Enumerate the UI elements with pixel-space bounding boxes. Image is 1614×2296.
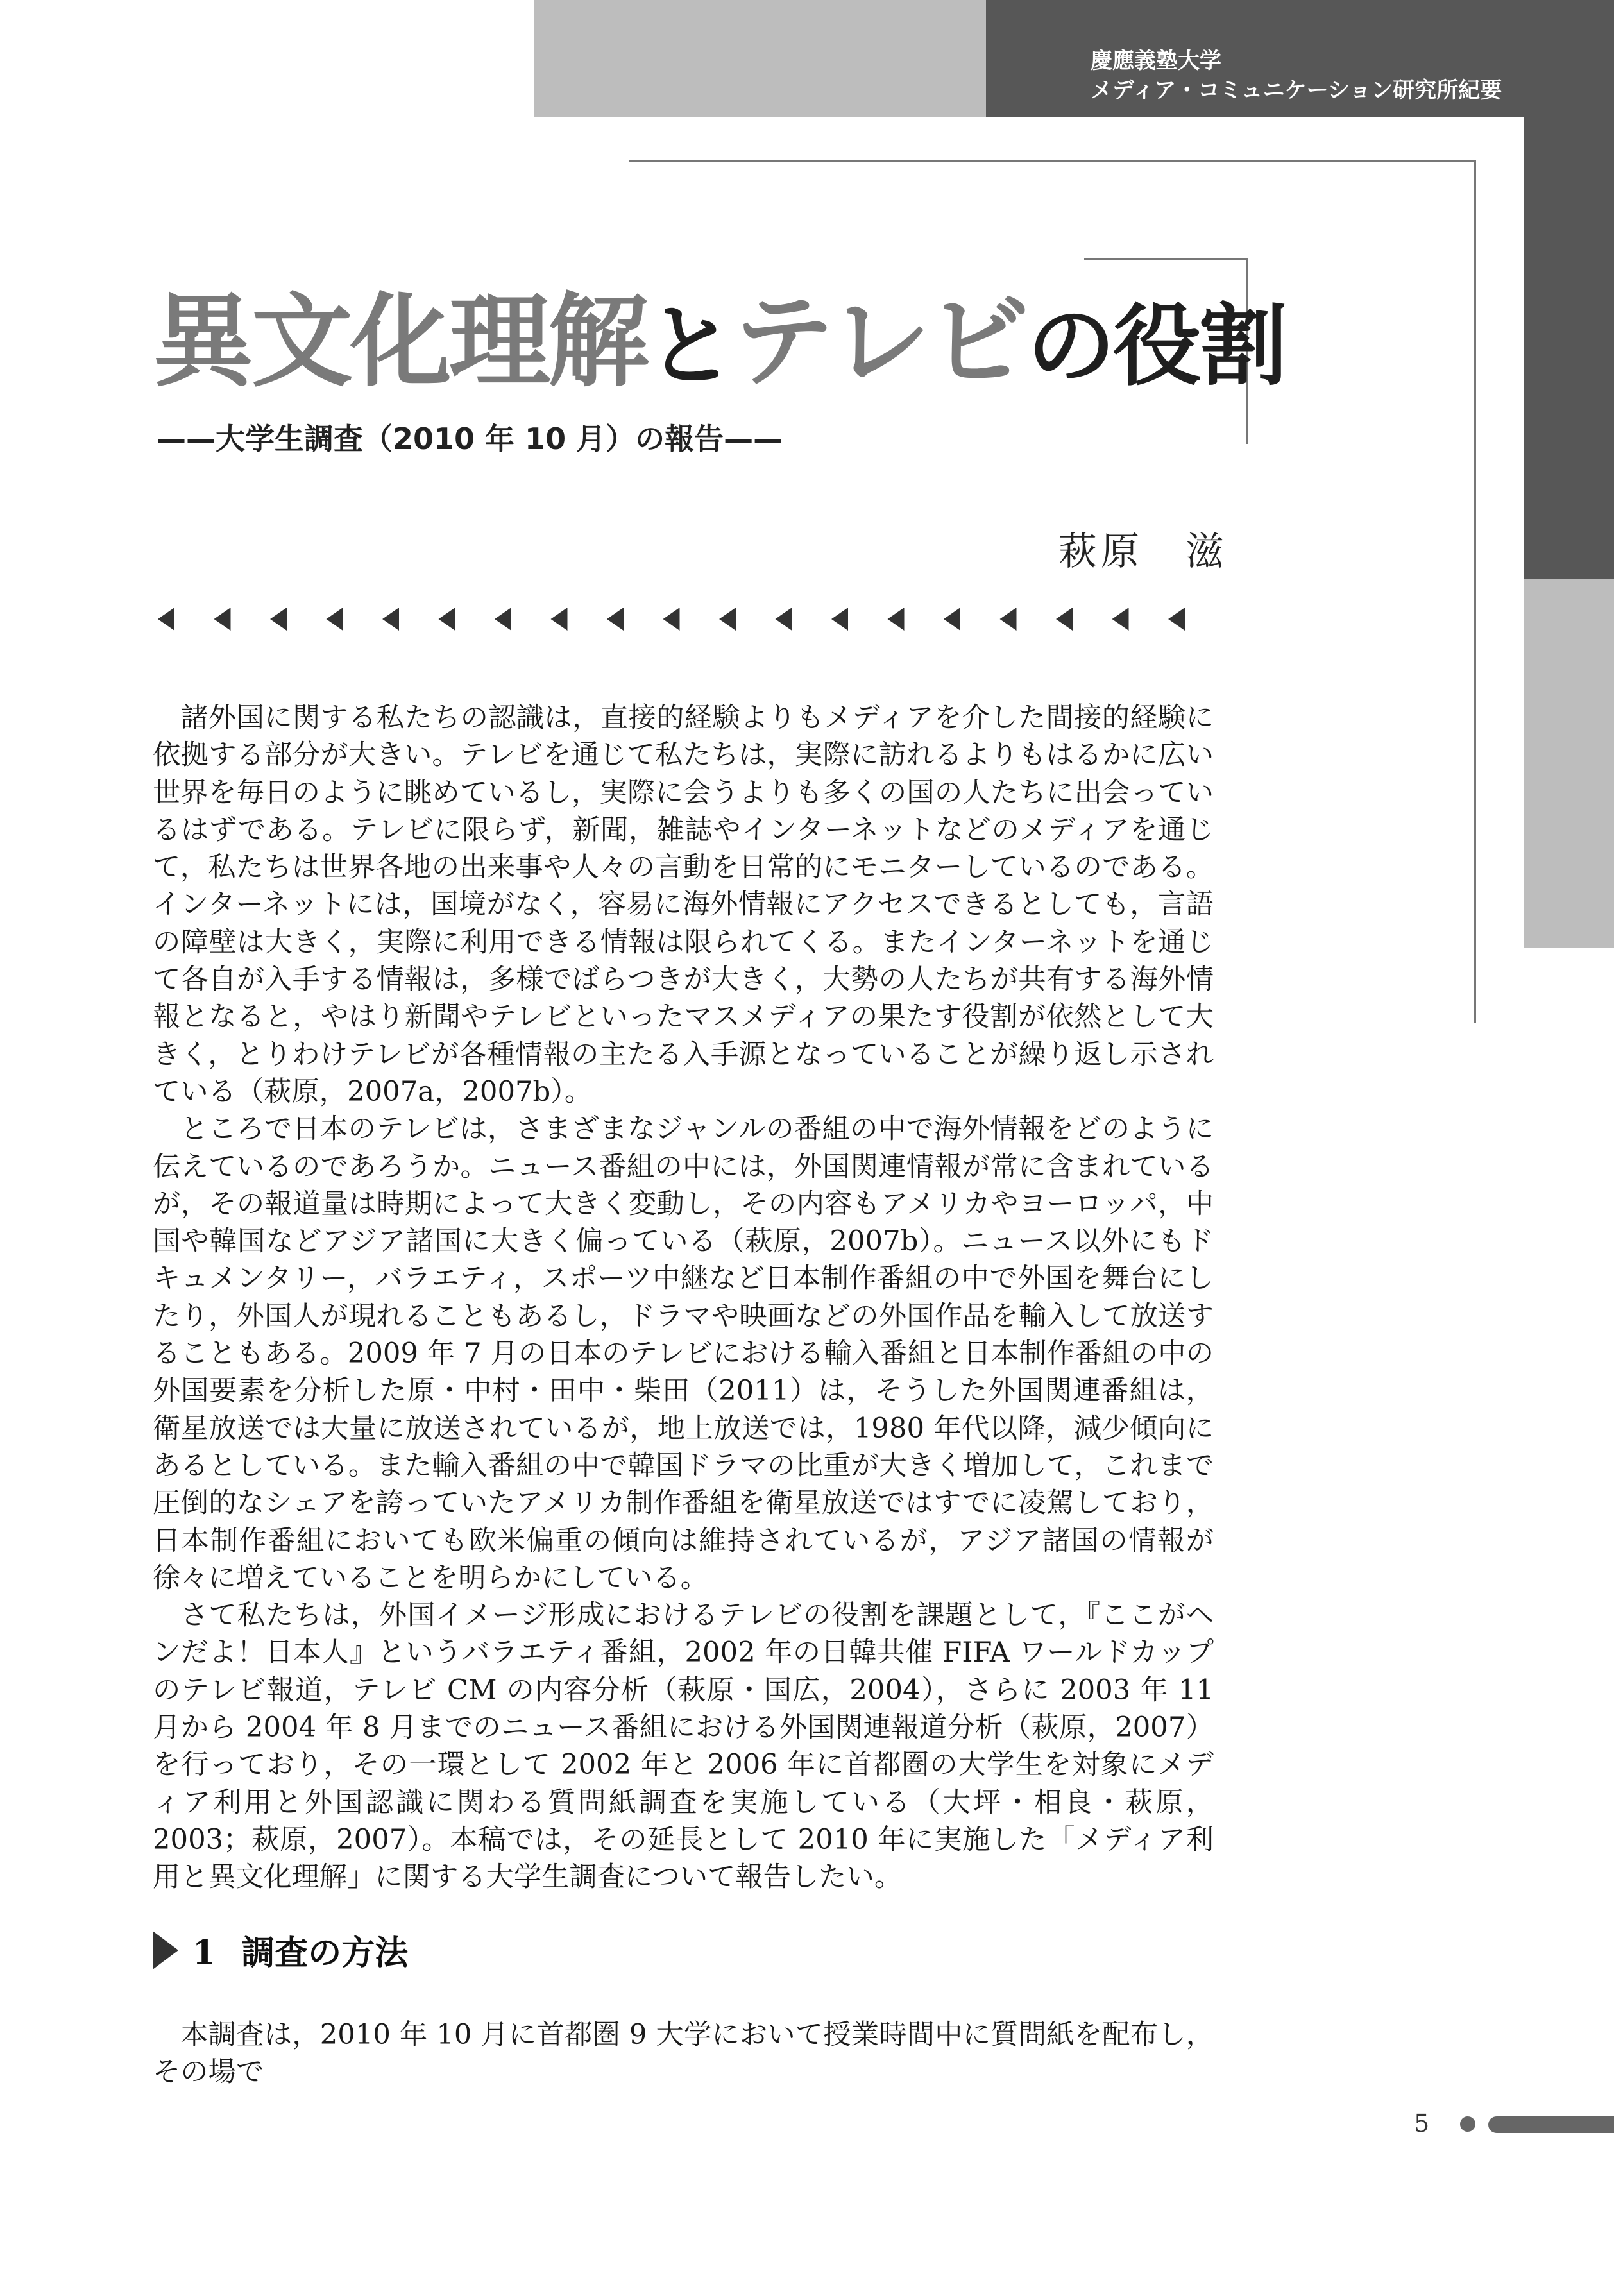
section-title: 調査の方法: [241, 1934, 409, 1973]
left-triangle-icon: [663, 608, 680, 631]
article-body: [153, 699, 1214, 1896]
body-paragraph-2: ところで日本のテレビは，さまざまなジャンルの番組の中で海外情報をどのように伝えているのであろうか。ニュース番組の中には，外国関連情報が常に含まれているが，その報道量は時期によって大きく変動し，その内容もアメリカやヨーロッパ，中国や韓国などアジア諸国に大きく偏っている（萩原，2007b）。ニュース以外にもドキュメンタリー，バラエティ，スポーツ中継など日本制作番組の中で外国を舞台にしたり，外国人が現れることもあるし，ドラマや映画などの外国作品を輸入して放送することもある。2009 年 7 月の日本のテレビにおける輸入番組と日本制作番組の中の外国要素を分析した原・中村・田中・柴田（2011）は，そうした外国関連番組は，衛星放送では大量に放送されているが，地上放送では，1980 年代以降，減少傾向にあるとしている。また輸入番組の中で韓国ドラマの比重が大きく増加して，これまで圧倒的なシェアを誇っていたアメリカ制作番組を衛星放送ではすでに凌駕しており，日本制作番組においても欧米偏重の傾向は維持されているが，アジア諸国の情報が徐々に増えていることを明らかにしている。: [153, 1113, 1214, 1594]
left-triangle-icon: [551, 608, 568, 631]
left-triangle-icon: [607, 608, 624, 631]
header-band-light: [534, 0, 986, 117]
page-number: 5: [1414, 2109, 1430, 2138]
left-triangle-icon: [944, 608, 960, 631]
title-part-3: テレビ: [733, 283, 1027, 401]
author-name: 萩原 滋: [1058, 529, 1228, 574]
frame-rule-top: [629, 160, 1475, 162]
side-tab-dark: [1524, 117, 1614, 579]
left-triangle-icon: [888, 608, 905, 631]
frame-rule-right: [1474, 160, 1476, 1023]
title-rule-horizontal: [1084, 258, 1247, 260]
left-triangle-icon: [719, 608, 736, 631]
section-number: 1: [192, 1934, 216, 1973]
title-part-1: 異文化理解: [153, 283, 647, 401]
section-heading: [153, 1928, 408, 1979]
left-triangle-icon: [270, 608, 287, 631]
triangle-marker-icon: [153, 1931, 178, 1969]
left-triangle-icon: [1112, 608, 1129, 631]
arrow-ornament-row: [153, 603, 1218, 635]
section-body: [153, 2016, 1214, 2091]
left-triangle-icon: [1000, 608, 1017, 631]
side-tab-light: [1524, 579, 1614, 948]
journal-line-1: 慶應義塾大学: [1091, 48, 1221, 74]
left-triangle-icon: [439, 608, 455, 631]
left-triangle-icon: [776, 608, 792, 631]
left-triangle-icon: [831, 608, 848, 631]
footer-bar: [1488, 2116, 1614, 2133]
title-part-4: の役割: [1026, 294, 1285, 398]
article-subtitle: ——大学生調査（2010 年 10 月）の報告——: [157, 421, 783, 456]
arrow-ornament-svg: [153, 603, 1218, 635]
body-paragraph-3: さて私たちは，外国イメージ形成におけるテレビの役割を課題として，『ここがヘンだよ！日本人』というバラエティ番組，2002 年の日韓共催 FIFA ワールドカップのテレビ報道，テレビ CM の内容分析（萩原・国広，2004），さらに 2003 年 11 月から 2004 年 8 月までのニュース番組における外国関連報道分析（萩原，2007）を行っており，その一環として 2002 年と 2006 年に首都圏の大学生を対象にメディア利用と外国認識に関わる質問紙調査を実施している（大坪・相良・萩原，2003；萩原，2007）。本稿では，その延長として 2010 年に実施した「メディア利用と異文化理解」に関する大学生調査について報告したい。: [153, 1599, 1214, 1894]
left-triangle-icon: [214, 608, 231, 631]
left-triangle-icon: [1056, 608, 1073, 631]
article-title: [153, 281, 1285, 407]
left-triangle-icon: [495, 608, 511, 631]
left-triangle-icon: [158, 608, 174, 631]
journal-name: [1091, 46, 1502, 105]
left-triangle-icon: [327, 608, 343, 631]
title-part-2: と: [647, 294, 733, 398]
footer-dot: [1460, 2116, 1475, 2132]
section-paragraph-1: 本調査は，2010 年 10 月に首都圏 9 大学において授業時間中に質問紙を配布し，その場で: [153, 2019, 1214, 2089]
left-triangle-icon: [1168, 608, 1185, 631]
journal-line-2: メディア・コミュニケーション研究所紀要: [1091, 78, 1502, 103]
body-paragraph-1: 諸外国に関する私たちの認識は，直接的経験よりもメディアを介した間接的経験に依拠する部分が大きい。テレビを通じて私たちは，実際に訪れるよりもはるかに広い世界を毎日のように眺めているし，実際に会うよりも多くの国の人たちに出会っているはずである。テレビに限らず，新聞，雑誌やインターネットなどのメディアを通じて，私たちは世界各地の出来事や人々の言動を日常的にモニターしているのである。インターネットには，国境がなく，容易に海外情報にアクセスできるとしても，言語の障壁は大きく，実際に利用できる情報は限られてくる。またインターネットを通じて各自が入手する情報は，多様でばらつきが大きく，大勢の人たちが共有する海外情報となると，やはり新聞やテレビといったマスメディアの果たす役割が依然として大きく，とりわけテレビが各種情報の主たる入手源となっていることが繰り返し示されている（萩原，2007a，2007b）。: [153, 702, 1214, 1108]
left-triangle-icon: [382, 608, 399, 631]
